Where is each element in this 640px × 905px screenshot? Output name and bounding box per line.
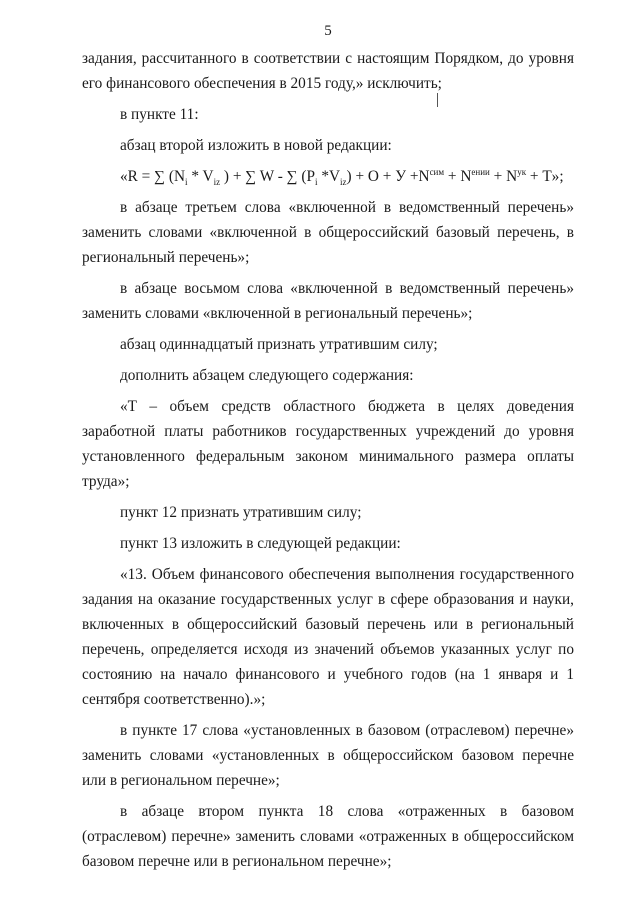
paragraph-item-12: пункт 12 признать утратившим силу;: [120, 504, 362, 521]
page-number: 5: [324, 23, 332, 39]
paragraph-item-13: пункт 13 изложить в следующей редакции:: [120, 535, 401, 552]
paragraph-t-definition: «Т – объем средств областного бюджета в целях доведения заработной платы работников государственных учреждений до уровня установленного федеральным законом минимального размера оплаты труда»;: [82, 398, 574, 490]
paragraph-item-13-text: «13. Объем финансового обеспечения выполнения государственного задания на оказание государственных услуг в сфере образования и науки, включенных в общероссийский базовый перечень или в региональный перечень, определяется исходя из значений объемов указанных услуг по состоянию на начало финансового и учебного годов (на 1 января и 1 сентября соответственно).»;: [82, 566, 574, 708]
paragraph-abz8: в абзаце восьмом слова «включенной в ведомственный перечень»: [120, 280, 574, 297]
paragraph-item-17-cont: заменить словами «установленных в общероссийском базовом перечне или в региональном перечне»;: [82, 747, 574, 789]
paragraph-abz3-cont: заменить словами «включенной в общероссийский базовый перечень, в региональный перечень»;: [82, 224, 574, 266]
paragraph-abz11: абзац одиннадцатый признать утратившим силу;: [120, 336, 438, 353]
paragraph-abz8-cont: заменить словами «включенной в региональный перечень»;: [82, 305, 473, 322]
scan-mark: [437, 93, 438, 107]
paragraph-abz3: в абзаце третьем слова «включенной в ведомственный перечень»: [120, 199, 574, 216]
paragraph-item-17: в пункте 17 слова «установленных в базовом (отраслевом) перечне»: [120, 722, 574, 739]
paragraph-item-11: в пункте 11:: [120, 106, 199, 123]
paragraph-abz2: абзац второй изложить в новой редакции:: [120, 137, 392, 154]
formula: «R = ∑ ($N_i * V_{iz}$ ) + ∑ W - ∑ ($P_i$ $*V_{iz}) + O + У +N^{сим} + N^{ении} + N^{ук} + T$»;: [120, 166, 564, 188]
paragraph-intro: задания, рассчитанного в соответствии с настоящим Порядком, до уровня его финансового обеспечения в 2015 году,» исключить;: [82, 50, 574, 92]
paragraph-add: дополнить абзацем следующего содержания:: [120, 367, 414, 384]
paragraph-item-18: в абзаце втором пункта 18 слова «отраженных в базовом (отраслевом) перечне» заменить словами «отраженных в общероссийском базовом перечне или в региональном перечне»;: [82, 803, 574, 870]
